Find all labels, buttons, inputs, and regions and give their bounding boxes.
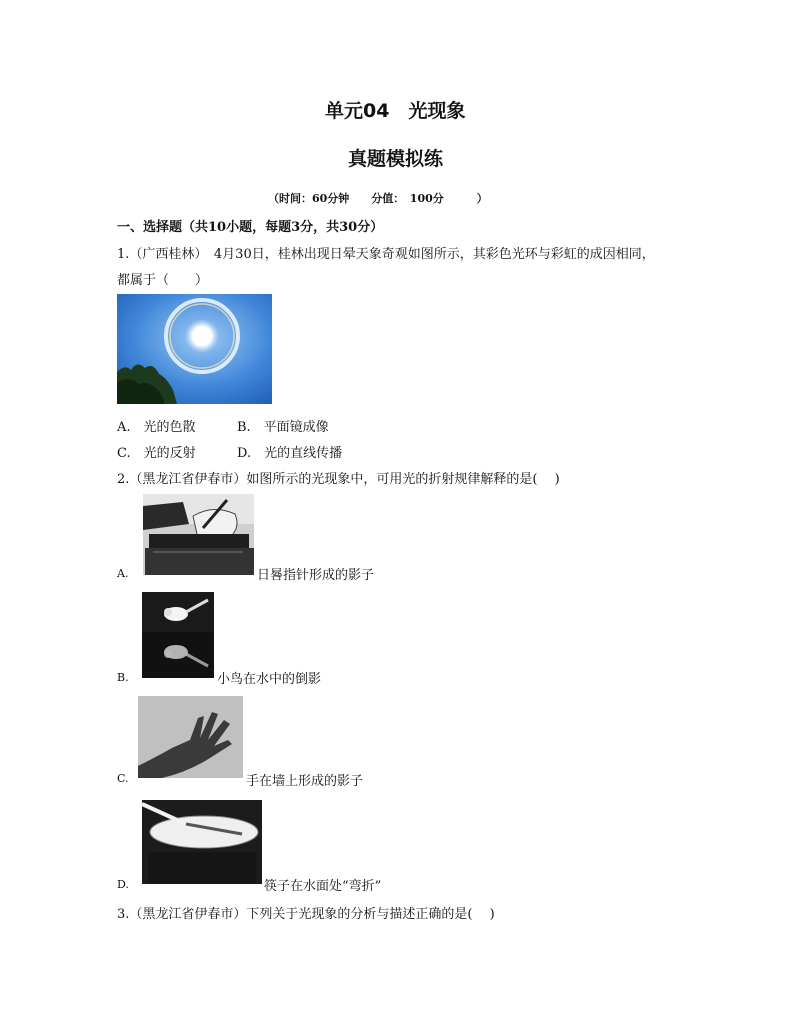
- q3-stem: 3.（黑龙江省伊春市）下列关于光现象的分析与描述正确的是( ): [117, 907, 495, 922]
- q2-option-b-text: 小鸟在水中的倒影: [217, 672, 322, 687]
- q2-stem: 2.（黑龙江省伊春市）如图所示的光现象中，可用光的折射规律解释的是( ): [117, 472, 560, 487]
- exam-info: （时间：60分钟 分值： 100分 ）: [268, 192, 488, 205]
- q1-stem-line2: 都属于（ ）: [117, 273, 209, 288]
- q2-option-c-text: 手在墙上形成的影子: [246, 774, 364, 789]
- q2-option-d-text: 筷子在水面处“弯折”: [264, 879, 382, 894]
- q2-option-b-letter: B.: [117, 671, 129, 684]
- q1-halo-photo: [117, 294, 272, 404]
- q2-hand-shadow-photo: [138, 696, 243, 778]
- q2-bird-reflection-photo: [142, 592, 214, 678]
- q1-option-a: A. 光的色散: [117, 420, 196, 435]
- doc-subtitle: 真题模拟练: [348, 148, 444, 170]
- section-heading: 一、选择题（共10小题，每题3分，共30分）: [117, 220, 384, 235]
- q2-option-a-letter: A.: [117, 567, 129, 580]
- q2-sundial-photo: [143, 494, 254, 575]
- q2-option-d-letter: D.: [117, 878, 129, 891]
- q1-option-c: C. 光的反射: [117, 446, 196, 461]
- q1-option-b: B. 平面镜成像: [237, 420, 329, 435]
- q1-stem-line1: 1.（广西桂林） 4月30日，桂林出现日晕天象奇观如图所示，其彩色光环与彩虹的成因相同，: [117, 247, 655, 262]
- q2-option-c-letter: C.: [117, 772, 129, 785]
- q2-chopsticks-photo: [142, 800, 262, 884]
- q2-option-a-text: 日晷指针形成的影子: [257, 568, 375, 583]
- q1-option-d: D. 光的直线传播: [237, 446, 343, 461]
- doc-title: 单元04 光现象: [325, 100, 466, 122]
